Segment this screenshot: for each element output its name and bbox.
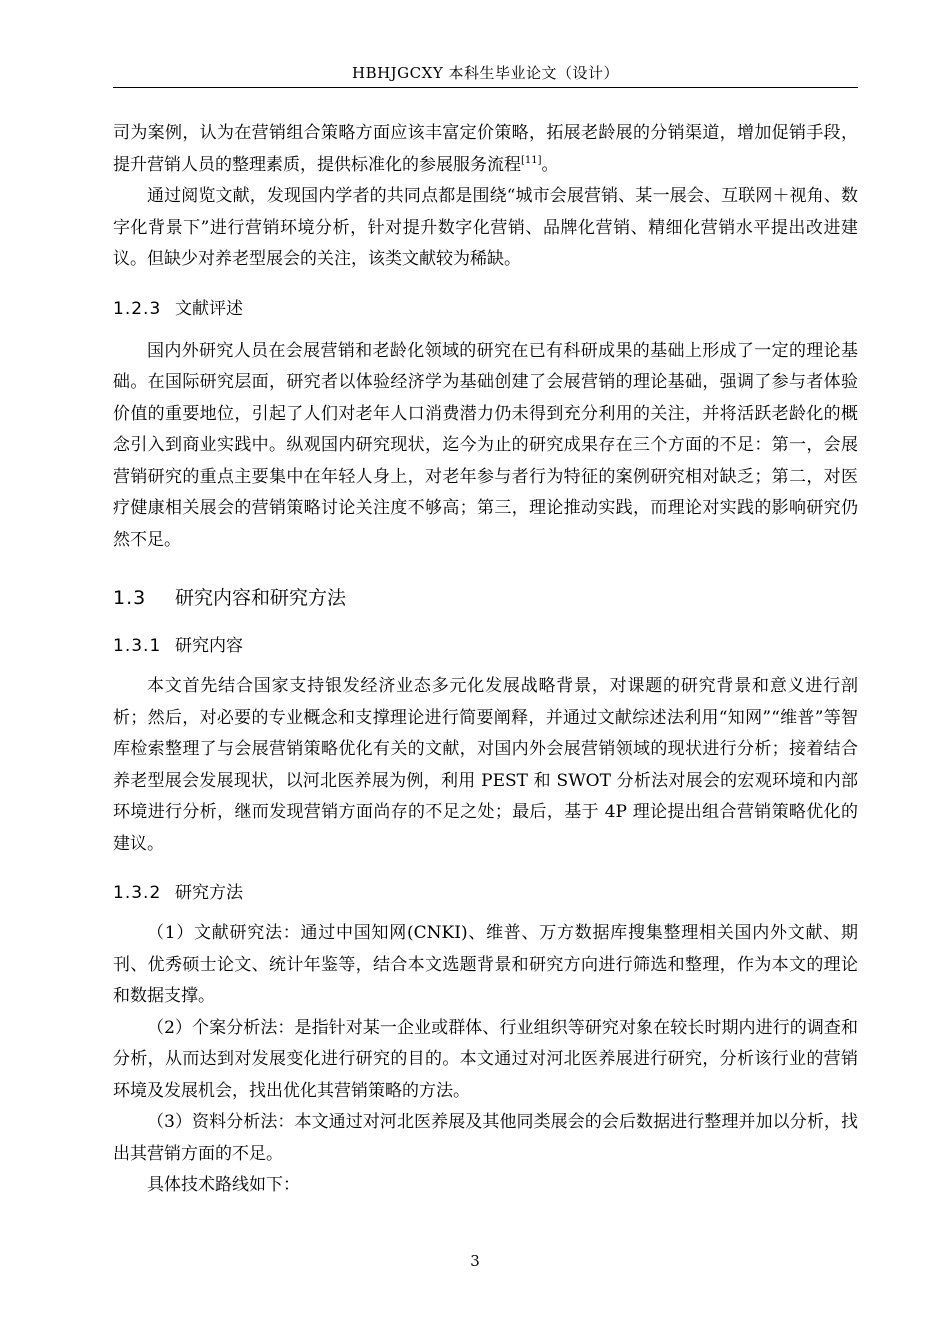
section-heading-1-3-1 (113, 631, 858, 662)
paragraph-domestic-summary: 通过阅览文献，发现国内学者的共同点都是围绕“城市会展营销、某一展会、互联网＋视角、数字化背景下”进行营销环境分析，针对提升数字化营销、品牌化营销、精细化营销水平提出改进建议。但缺少对养老型展会的关注，该类文献较为稀缺。 (113, 186, 858, 269)
paragraph-literature-review: 国内外研究人员在会展营销和老龄化领域的研究在已有科研成果的基础上形成了一定的理论基础。在国际研究层面，研究者以体验经济学为基础创建了会展营销的理论基础，强调了参与者体验价值的重要地位，引起了人们对老年人口消费潜力仍未得到充分利用的关注，并将活跃老龄化的概念引入到商业实践中。纵观国内研究现状，迄今为止的研究成果存在三个方面的不足：第一，会展营销研究的重点主要集中在年轻人身上，对老年参与者行为特征的案例研究相对缺乏；第二，对医疗健康相关展会的营销策略讨论关注度不够高；第三，理论推动实践，而理论对实践的影响研究仍然不足。 (113, 340, 858, 550)
section-heading-1-2-3 (113, 294, 858, 325)
section-title: 文献评述 (175, 298, 243, 319)
method-literature-research: （1）文献研究法：通过中国知网(CNKI)、维普、万方数据库搜集整理相关国内外文献、期刊、优秀硕士论文、统计年鉴等，结合本文选题背景和研究方向进行筛选和整理，作为本文的理论和数据支撑。 (113, 923, 858, 1006)
method-data-analysis: （3）资料分析法：本文通过对河北医养展及其他同类展会的会后数据进行整理并加以分析，找出其营销方面的不足。 (113, 1112, 858, 1164)
section-title: 研究方法 (175, 883, 243, 903)
paragraph-research-content: 本文首先结合国家支持银发经济业态多元化发展战略背景，对课题的研究背景和意义进行剖析；然后，对必要的专业概念和支撑理论进行简要阐释，并通过文献综述法利用“知网”“维普”等智库检索整理了与会展营销策略优化有关的文献，对国内外会展营销领域的现状进行分析；接着结合养老型展会发展现状，以河北医养展为例，利用 PEST 和 SWOT 分析法对展会的宏观环境和内部环境进行分析，继而发现营销方面尚存的不足之处；最后，基于 4P 理论提出组合营销策略优化的建议。 (113, 676, 858, 854)
header-rule (113, 87, 858, 88)
section-heading-1-3-2 (113, 878, 858, 909)
page-body (113, 118, 858, 1202)
paragraph-end: 。 (541, 154, 559, 175)
method-case-analysis: （2）个案分析法：是指针对某一企业或群体、行业组织等研究对象在较长时期内进行的调查和分析，从而达到对发展变化进行研究的目的。本文通过对河北医养展进行研究，分析该行业的营销环境及发展机会，找出优化其营销策略的方法。 (113, 1017, 858, 1101)
section-number: 1.2.3 (113, 298, 162, 319)
citation-ref: [11] (521, 154, 542, 166)
section-number: 1.3 (113, 587, 147, 609)
section-title: 研究内容 (175, 636, 243, 656)
paragraph-text: 司为案例，认为在营销组合策略方面应该丰富定价策略，拓展老龄展的分销渠道，增加促销手段，提升营销人员的整理素质，提供标准化的参展服务流程 (113, 123, 858, 175)
running-header: HBHJGCXY 本科生毕业论文（设计） (351, 64, 619, 82)
section-heading-1-3 (113, 581, 858, 615)
page-number: 3 (470, 1252, 480, 1270)
section-title: 研究内容和研究方法 (175, 587, 347, 609)
technical-route-intro: 具体技术路线如下： (147, 1175, 300, 1195)
paragraph-continued (113, 118, 858, 181)
section-number: 1.3.1 (113, 636, 162, 656)
section-number: 1.3.2 (113, 883, 162, 903)
